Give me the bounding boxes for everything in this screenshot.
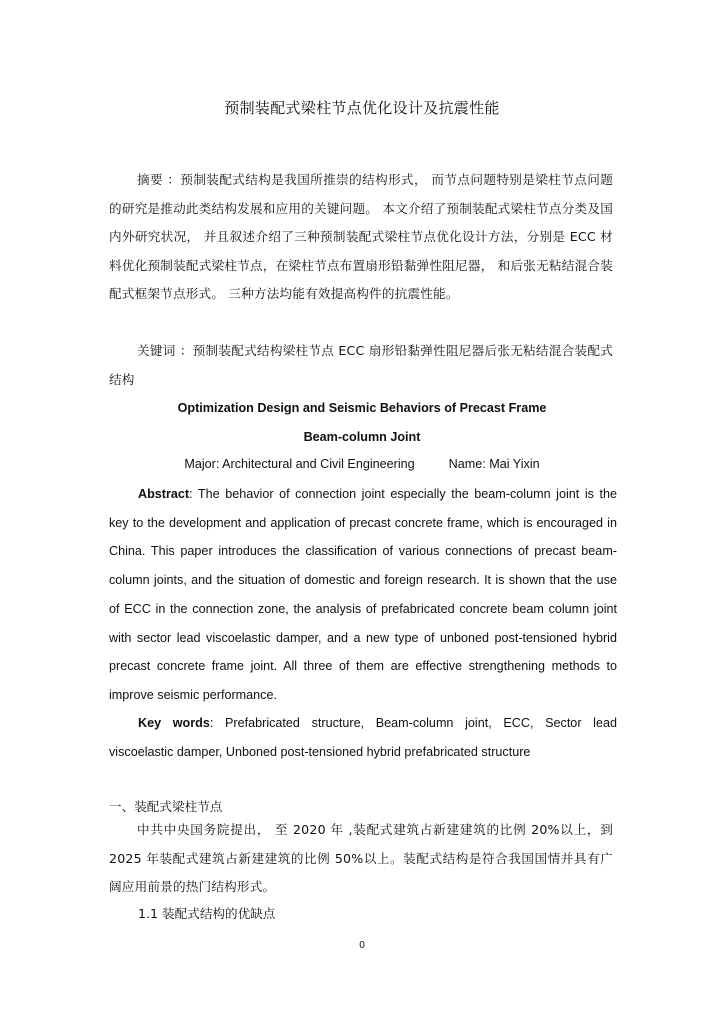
author-info [0,457,724,471]
paper-title-english-line2: Beam-column Joint [303,430,421,444]
section-heading: 一、装配式梁柱节点 [109,799,223,814]
paper-title-english-line1: Optimization Design and Seismic Behaviors of Precast Frame [177,401,547,415]
section-paragraph: 中共中央国务院提出， 至 2020 年 ,装配式建筑占新建建筑的比例 20%以上，到 2025 年装配式建筑占新建建筑的比例 50%以上。装配式结构是符合我国国情并具有广阔应用前景的热门结构形式。 [109,822,613,895]
keywords-chinese-text: 预制装配式结构梁柱节点 ECC 扇形铅黏弹性阻尼器后张无粘结混合装配式结构 [109,343,613,387]
keywords-english-label: Key words [138,716,210,730]
keywords-chinese-label: 关键词 ： [137,343,193,358]
abstract-chinese-text: 预制装配式结构是我国所推崇的结构形式， 而节点问题特别是梁柱节点问题的研究是推动此类结构发展和应用的关键问题。 本文介绍了预制装配式梁柱节点分类及国内外研究状况， 并且叙述介绍了三种预制装配式梁柱节点优化设计方法，分别是 ECC 材料优化预制装配式梁柱节点，在梁柱节点布置扇形铅黏弹性阻尼器， 和后张无粘结混合装配式框架节点形式。 三种方法均能有效提高构件的抗震性能。 [109,172,613,302]
keywords-chinese [109,337,613,394]
keywords-english-text: : Prefabricated structure, Beam-column joint, ECC, Sector lead viscoelastic damper, Unboned post-tensioned hybrid prefabricated structure [109,716,617,759]
keywords-english [109,709,617,766]
author-name: Name: Mai Yixin [448,457,540,471]
abstract-chinese-label: 摘要 ： [137,172,181,187]
page-number: 0 [359,940,365,951]
major-text: Major: Architectural and Civil Engineering [184,457,415,471]
paper-title-chinese: 预制装配式梁柱节点优化设计及抗震性能 [224,99,500,117]
abstract-english-text: : The behavior of connection joint especially the beam-column joint is the key to the development and application of precast concrete frame, which is encouraged in China. This paper introduces the classification of various connections of precast beam-column joints, and the situation of domestic and foreign research. It is shown that the use of ECC in the connection zone, the analysis of prefabricated concrete beam column joint with sector lead viscoelastic damper, and a new type of unboned post-tensioned hybrid precast concrete frame joint. All three of them are effective strengthening methods to improve seismic performance. [109,487,617,702]
abstract-english-label: Abstract [138,487,190,501]
subsection-heading: 1.1 装配式结构的优缺点 [138,906,276,921]
abstract-english [109,480,617,710]
abstract-chinese [109,166,613,309]
